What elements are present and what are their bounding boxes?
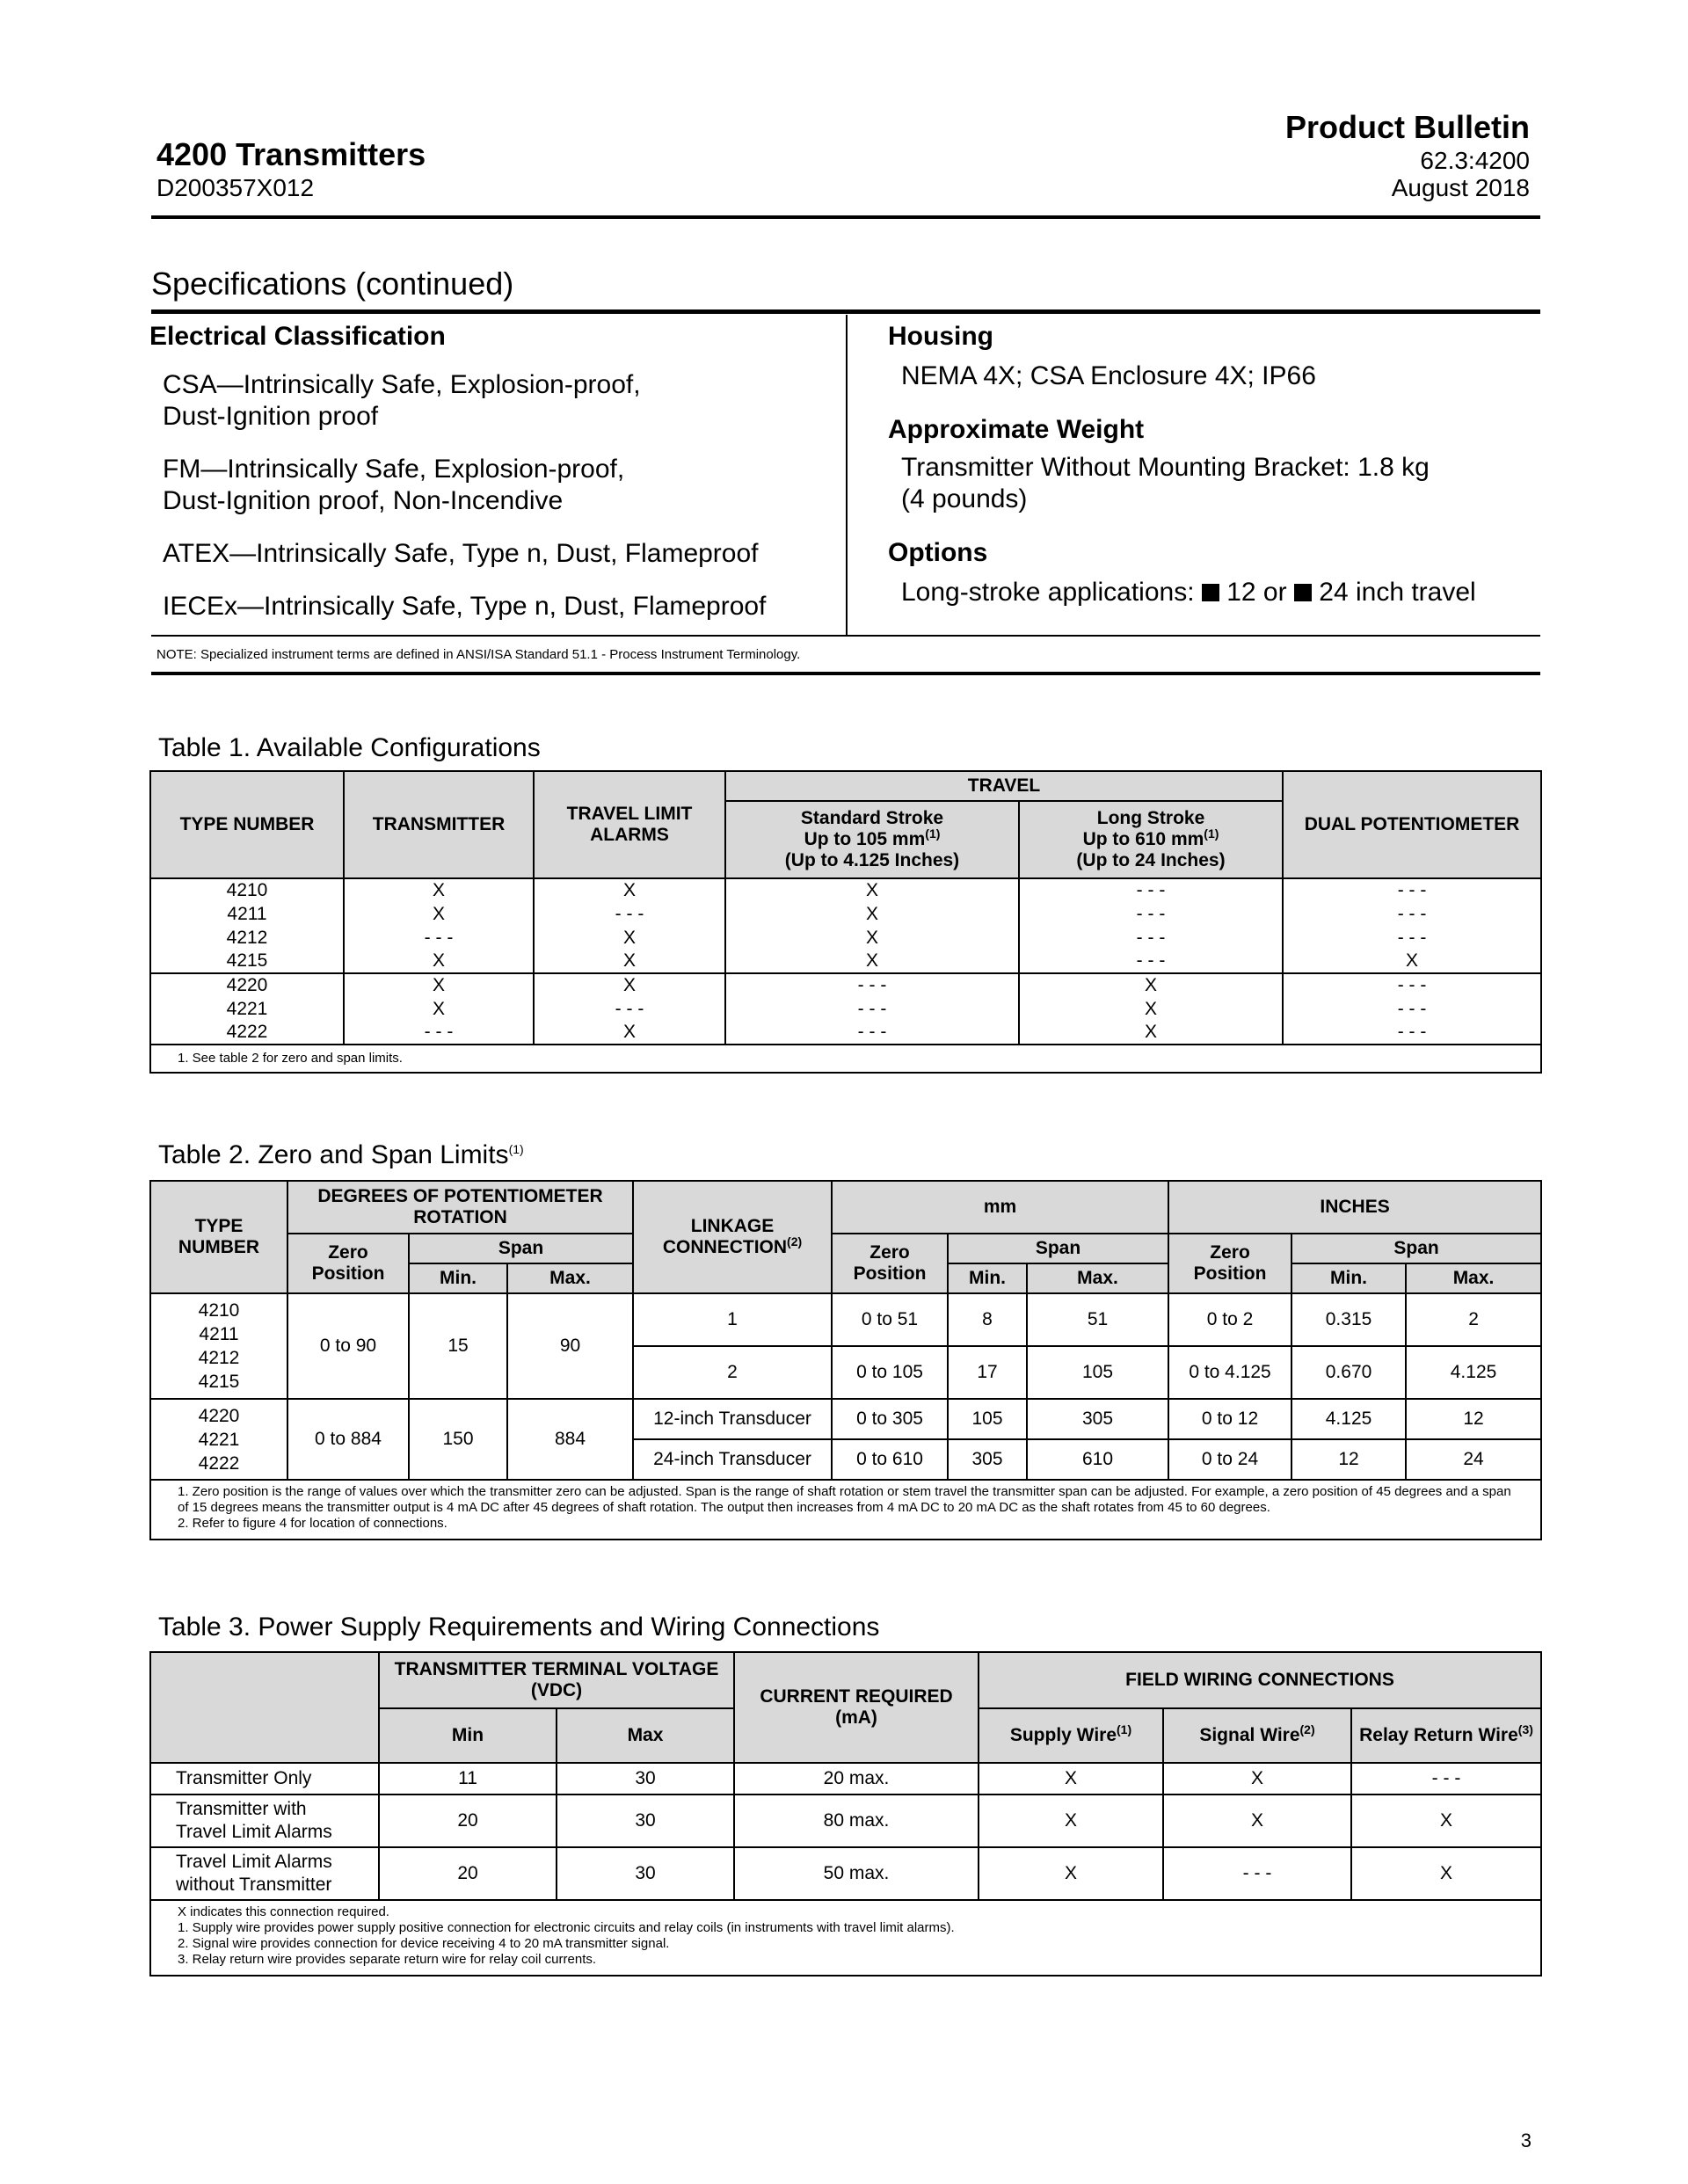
t2-header-linkage [633, 1181, 832, 1293]
options-prefix: Long-stroke applications: [901, 578, 1202, 607]
t1-cell-standard: X [725, 902, 1019, 926]
t1-cell-type: 4221 [150, 997, 344, 1021]
t1-standard-text: Up to 105 mm [804, 829, 926, 849]
page-number: 3 [1520, 2129, 1532, 2151]
t2-header-mm-span: Span [948, 1234, 1168, 1263]
t2-linkage-sup: (2) [787, 1234, 803, 1249]
specifications-bottom-rule [151, 635, 1540, 637]
t2-row3-in-min: 4.125 [1291, 1399, 1406, 1439]
t1-cell-type: 4222 [150, 1021, 344, 1045]
t1-long-line2 [1023, 826, 1278, 850]
fm-text: —Intrinsically Safe, Explosion-proof, [200, 455, 625, 484]
specifications-rule [151, 309, 1540, 314]
table3 [149, 1651, 1542, 1977]
t1-header-travel: TRAVEL [725, 771, 1283, 801]
t3-supply-sup: (1) [1117, 1722, 1132, 1736]
t1-cell-alarms: X [534, 973, 725, 997]
t2-header-degrees: DEGREES OF POTENTIOMETER ROTATION [287, 1181, 633, 1234]
t1-standard-line3: (Up to 4.125 Inches) [784, 850, 960, 870]
t2-types-group1: 4210 4211 4212 4215 [150, 1293, 287, 1399]
options-24: 24 inch travel [1311, 578, 1476, 607]
table2 [149, 1180, 1542, 1540]
t3-cell-supply: X [979, 1763, 1163, 1795]
t2-row2-mm-min: 17 [948, 1346, 1027, 1399]
t2-row1-in-min: 0.315 [1291, 1293, 1406, 1346]
t3-header-max: Max [557, 1708, 734, 1763]
document-title: 4200 Transmitters [156, 136, 426, 172]
t3-body [150, 1763, 1541, 1900]
t2-row1-mm-max: 51 [1027, 1293, 1168, 1346]
t1-cell-standard: - - - [725, 997, 1019, 1021]
t2-header-in-min: Min. [1291, 1263, 1406, 1293]
t3-footnote-2: 2. Signal wire provides connection for device receiving 4 to 20 mA transmitter signal. [178, 1936, 670, 1951]
t1-cell-transmitter: - - - [344, 1021, 534, 1045]
t2-row3-mm-min: 105 [948, 1399, 1027, 1439]
t1-cell-alarms: - - - [534, 997, 725, 1021]
iecex-key: IECEx [163, 592, 238, 621]
t2-row1-linkage: 1 [633, 1293, 832, 1346]
t2-row3-mm-max: 305 [1027, 1399, 1168, 1439]
t3-header-blank [150, 1652, 379, 1763]
specifications-column-divider [846, 315, 848, 637]
t2-footnotes [150, 1480, 1541, 1540]
weight-heading: Approximate Weight [888, 415, 1145, 444]
t2-row4-in-max: 24 [1406, 1439, 1541, 1480]
t2-header-deg-min: Min. [409, 1263, 507, 1293]
t2-footnote-2: 2. Refer to figure 4 for location of connections. [178, 1516, 447, 1531]
t3-cell-max: 30 [557, 1847, 734, 1900]
t1-cell-alarms: X [534, 1021, 725, 1045]
table-row [150, 973, 1541, 997]
t3-cell-relay: X [1351, 1795, 1541, 1847]
t1-cell-alarms: X [534, 950, 725, 973]
fm-key: FM [163, 455, 201, 484]
t1-group-4210 [150, 878, 1541, 973]
bulletin-label: Product Bulletin [1285, 109, 1530, 145]
t2-row2-mm-zero: 0 to 105 [832, 1346, 948, 1399]
checkbox-24-icon [1294, 584, 1312, 601]
t1-cell-dual: - - - [1283, 926, 1541, 950]
t2-deg2-max: 884 [507, 1399, 633, 1480]
t3-cell-supply: X [979, 1795, 1163, 1847]
t3-header-current: CURRENT REQUIRED (mA) [734, 1652, 979, 1763]
t2-row4-in-zero: 0 to 24 [1168, 1439, 1291, 1480]
t1-header-standard [725, 801, 1019, 878]
t1-group-4220 [150, 973, 1541, 1045]
t1-long-text: Up to 610 mm [1082, 829, 1204, 849]
t1-cell-standard: - - - [725, 1021, 1019, 1045]
t2-row3-mm-zero: 0 to 305 [832, 1399, 948, 1439]
t1-cell-alarms: X [534, 878, 725, 902]
t3-cell-min: 11 [379, 1763, 557, 1795]
t3-header-voltage: TRANSMITTER TERMINAL VOLTAGE (VDC) [379, 1652, 734, 1708]
table2-title [158, 1140, 524, 1170]
t2-row2-in-zero: 0 to 4.125 [1168, 1346, 1291, 1399]
t3-cell-supply: X [979, 1847, 1163, 1900]
t1-long-line1: Long Stroke [1096, 808, 1205, 828]
t1-cell-long: X [1019, 973, 1283, 997]
t3-footnotes [150, 1900, 1541, 1976]
t1-cell-long: X [1019, 997, 1283, 1021]
csa-text: —Intrinsically Safe, Explosion-proof, [216, 370, 641, 399]
t3-cell-signal: X [1163, 1763, 1351, 1795]
t1-cell-transmitter: - - - [344, 926, 534, 950]
t3-cell-label: Transmitter with Travel Limit Alarms [150, 1795, 379, 1847]
t2-header-in-max: Max. [1406, 1263, 1541, 1293]
t3-relay-text: Relay Return Wire [1359, 1725, 1518, 1745]
t2-deg1-min: 15 [409, 1293, 507, 1399]
csa-text-2: Dust-Ignition proof [163, 402, 379, 431]
t3-footnote-1: 1. Supply wire provides power supply positive connection for electronic circuits and relay coils (in instruments with travel limit alarms). [178, 1920, 955, 1935]
iecex-text: —Intrinsically Safe, Type n, Dust, Flameproof [237, 592, 767, 621]
t2-header-type: TYPE NUMBER [150, 1181, 287, 1293]
t1-cell-dual: - - - [1283, 997, 1541, 1021]
header-rule [151, 215, 1540, 219]
t1-cell-long: - - - [1019, 926, 1283, 950]
t1-header-type: TYPE NUMBER [150, 771, 344, 878]
t2-types-group2: 4220 4221 4222 [150, 1399, 287, 1480]
t3-header-supply [979, 1708, 1163, 1763]
t3-relay-sup: (3) [1517, 1722, 1533, 1736]
checkbox-12-icon [1202, 584, 1219, 601]
specifications-right-column [888, 322, 1530, 608]
electrical-heading: Electrical Classification [149, 322, 446, 351]
t1-cell-transmitter: X [344, 878, 534, 902]
t3-cell-relay: X [1351, 1847, 1541, 1900]
t1-footnote: 1. See table 2 for zero and span limits. [150, 1045, 1541, 1073]
t3-supply-text: Supply Wire [1009, 1725, 1117, 1745]
t3-header-field: FIELD WIRING CONNECTIONS [979, 1652, 1541, 1708]
t1-cell-type: 4215 [150, 950, 344, 973]
t1-cell-type: 4212 [150, 926, 344, 950]
table2-title-text: Table 2. Zero and Span Limits [158, 1140, 509, 1169]
t2-row1-in-zero: 0 to 2 [1168, 1293, 1291, 1346]
t3-cell-max: 30 [557, 1763, 734, 1795]
t2-row4-mm-zero: 0 to 610 [832, 1439, 948, 1480]
table-row [150, 902, 1541, 926]
t1-cell-dual: - - - [1283, 902, 1541, 926]
note-rule [151, 672, 1540, 675]
t3-footnote-x: X indicates this connection required. [178, 1904, 389, 1919]
t1-cell-alarms: X [534, 926, 725, 950]
fm-text-2: Dust-Ignition proof, Non-Incendive [163, 486, 564, 515]
t2-header-mm-min: Min. [948, 1263, 1027, 1293]
weight-text [901, 452, 1530, 515]
specifications-note: NOTE: Specialized instrument terms are defined in ANSI/ISA Standard 51.1 - Process Instrument Terminology. [156, 647, 801, 662]
atex-text: —Intrinsically Safe, Type n, Dust, Flameproof [229, 539, 759, 568]
t3-header-signal [1163, 1708, 1351, 1763]
t2-row3-linkage: 12-inch Transducer [633, 1399, 832, 1439]
t2-deg1-max: 90 [507, 1293, 633, 1399]
t2-header-mm-zero: Zero Position [832, 1234, 948, 1293]
t2-header-inches: INCHES [1168, 1181, 1541, 1234]
t1-cell-type: 4220 [150, 973, 344, 997]
t1-cell-standard: X [725, 878, 1019, 902]
t1-cell-standard: - - - [725, 973, 1019, 997]
t1-cell-standard: X [725, 950, 1019, 973]
t1-cell-long: - - - [1019, 878, 1283, 902]
t2-header-deg-zero: Zero Position [287, 1234, 409, 1293]
fm-item [163, 454, 835, 517]
t3-cell-current: 20 max. [734, 1763, 979, 1795]
t2-row2-linkage: 2 [633, 1346, 832, 1399]
table-row [150, 1847, 1541, 1900]
t2-row4-mm-max: 610 [1027, 1439, 1168, 1480]
table-row [150, 1795, 1541, 1847]
table3-title: Table 3. Power Supply Requirements and Wiring Connections [158, 1613, 880, 1642]
t3-cell-label: Transmitter Only [150, 1763, 379, 1795]
t3-cell-relay: - - - [1351, 1763, 1541, 1795]
t3-cell-current: 50 max. [734, 1847, 979, 1900]
t2-row2-mm-max: 105 [1027, 1346, 1168, 1399]
options-heading: Options [888, 538, 988, 567]
atex-item [163, 538, 835, 570]
t1-standard-line2 [730, 826, 1015, 850]
csa-item [163, 369, 835, 433]
bulletin-number: 62.3:4200 [1420, 147, 1530, 174]
document-number: D200357X012 [156, 174, 315, 201]
t1-long-sup: (1) [1204, 826, 1219, 841]
t2-row4-linkage: 24-inch Transducer [633, 1439, 832, 1480]
t1-standard-sup: (1) [925, 826, 941, 841]
t2-row1-mm-zero: 0 to 51 [832, 1293, 948, 1346]
t2-header-in-zero: Zero Position [1168, 1234, 1291, 1293]
t2-footnote-1: 1. Zero position is the range of values over which the transmitter zero can be adjusted. Span is the range of shaft rotation or stem travel the transmitter span can be adjusted. For example, a zero position of 45 degrees and a span of 15 degrees means the transmitter output is 4 mA DC after 45 degrees of shaft rotation. The output then increases from 4 mA DC to 20 mA DC as the shaft rotates from 45 to 60 degrees. [178, 1484, 1511, 1515]
housing-heading: Housing [888, 322, 993, 351]
t1-cell-dual: - - - [1283, 973, 1541, 997]
t2-row3-in-zero: 0 to 12 [1168, 1399, 1291, 1439]
t2-header-deg-max: Max. [507, 1263, 633, 1293]
t1-cell-long: - - - [1019, 950, 1283, 973]
table2-title-sup: (1) [508, 1142, 524, 1156]
weight-line-1: Transmitter Without Mounting Bracket: 1.8 kg [901, 453, 1430, 482]
t1-header-alarms: TRAVEL LIMIT ALARMS [534, 771, 725, 878]
t3-header-min: Min [379, 1708, 557, 1763]
t3-header-relay [1351, 1708, 1541, 1763]
t1-cell-transmitter: X [344, 902, 534, 926]
t3-cell-min: 20 [379, 1847, 557, 1900]
t1-cell-type: 4211 [150, 902, 344, 926]
t2-row2-in-min: 0.670 [1291, 1346, 1406, 1399]
t2-linkage-text: LINKAGE CONNECTION [662, 1216, 788, 1257]
t3-cell-label: Travel Limit Alarms without Transmitter [150, 1847, 379, 1900]
iecex-item [163, 591, 835, 622]
t2-row3-in-max: 12 [1406, 1399, 1541, 1439]
t1-cell-long: - - - [1019, 902, 1283, 926]
t2-row4-mm-min: 305 [948, 1439, 1027, 1480]
t3-cell-signal: X [1163, 1795, 1351, 1847]
t3-cell-min: 20 [379, 1795, 557, 1847]
options-12: 12 or [1219, 578, 1294, 607]
t1-cell-transmitter: X [344, 973, 534, 997]
t2-row2-in-max: 4.125 [1406, 1346, 1541, 1399]
t3-cell-signal: - - - [1163, 1847, 1351, 1900]
specifications-title: Specifications (continued) [151, 266, 514, 302]
table-row [150, 997, 1541, 1021]
t2-row1-in-max: 2 [1406, 1293, 1541, 1346]
t1-cell-standard: X [725, 926, 1019, 950]
t2-header-mm-max: Max. [1027, 1263, 1168, 1293]
t1-header-dual: DUAL POTENTIOMETER [1283, 771, 1541, 878]
t1-cell-dual: X [1283, 950, 1541, 973]
t1-cell-type: 4210 [150, 878, 344, 902]
t2-header-deg-span: Span [409, 1234, 633, 1263]
t1-header-long [1019, 801, 1283, 878]
t3-cell-max: 30 [557, 1795, 734, 1847]
housing-text: NEMA 4X; CSA Enclosure 4X; IP66 [901, 361, 1316, 390]
t1-header-transmitter: TRANSMITTER [344, 771, 534, 878]
t1-cell-alarms: - - - [534, 902, 725, 926]
t1-cell-transmitter: X [344, 950, 534, 973]
t2-header-mm: mm [832, 1181, 1168, 1234]
t3-signal-sup: (2) [1299, 1722, 1315, 1736]
t2-header-in-span: Span [1291, 1234, 1541, 1263]
table-row [150, 1021, 1541, 1045]
table-row [150, 1763, 1541, 1795]
t2-deg2-min: 150 [409, 1399, 507, 1480]
t3-cell-current: 80 max. [734, 1795, 979, 1847]
t2-deg1-zero: 0 to 90 [287, 1293, 409, 1399]
t3-footnote-3: 3. Relay return wire provides separate return wire for relay coil currents. [178, 1952, 597, 1967]
table-row [150, 878, 1541, 902]
weight-line-2: (4 pounds) [901, 484, 1028, 513]
table1-title: Table 1. Available Configurations [158, 733, 541, 762]
t1-cell-dual: - - - [1283, 878, 1541, 902]
t1-long-line3: (Up to 24 Inches) [1076, 850, 1226, 870]
t1-standard-line1: Standard Stroke [800, 808, 944, 828]
t2-row1-mm-min: 8 [948, 1293, 1027, 1346]
table1 [149, 770, 1542, 1074]
t2-deg2-zero: 0 to 884 [287, 1399, 409, 1480]
t2-row4-in-min: 12 [1291, 1439, 1406, 1480]
t1-cell-dual: - - - [1283, 1021, 1541, 1045]
options-text [901, 577, 1530, 608]
atex-key: ATEX [163, 539, 230, 568]
table-row [150, 950, 1541, 973]
t1-cell-transmitter: X [344, 997, 534, 1021]
t3-signal-text: Signal Wire [1199, 1725, 1300, 1745]
csa-key: CSA [163, 370, 217, 399]
table-row [150, 926, 1541, 950]
t1-cell-long: X [1019, 1021, 1283, 1045]
bulletin-date: August 2018 [1391, 174, 1530, 201]
electrical-classification [149, 322, 835, 622]
